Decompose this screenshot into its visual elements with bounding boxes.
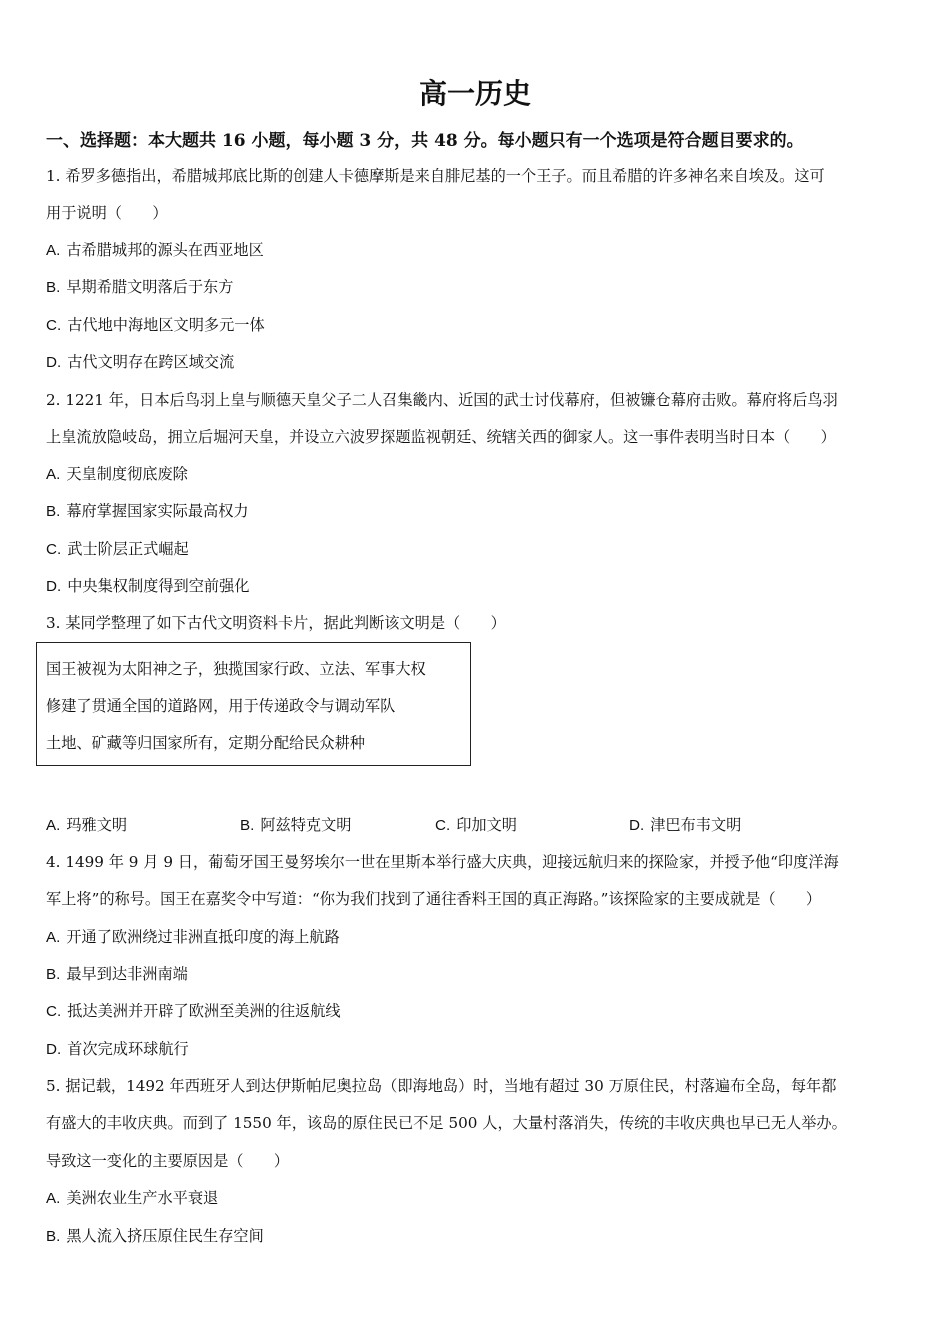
question-1-stem-line-1: 1. 希罗多德指出，希腊城邦底比斯的创建人卡德摩斯是来自腓尼基的一个王子。而且希腊的许多神名来自埃及。这可 <box>46 167 825 185</box>
question-2-option-d <box>46 576 249 597</box>
option-letter: D. <box>46 354 62 371</box>
question-3-option-b <box>240 815 351 836</box>
question-4-stem-line-2: 军上将”的称号。国王在嘉奖令中写道：“你为我们找到了通往香料王国的真正海路。”该探险家的主要成就是（ ） <box>46 890 822 908</box>
option-letter: B. <box>46 966 61 983</box>
option-letter: D. <box>46 1041 62 1058</box>
option-letter: B. <box>46 1228 61 1245</box>
question-4-option-a <box>46 927 340 948</box>
card-line-1: 国王被视为太阳神之子，独揽国家行政、立法、军事大权 <box>46 660 426 678</box>
question-2-option-a <box>46 464 188 485</box>
option-text: 首次完成环球航行 <box>67 1040 189 1058</box>
option-letter: D. <box>46 578 62 595</box>
option-text: 武士阶层正式崛起 <box>67 540 189 558</box>
question-5-option-a <box>46 1188 218 1209</box>
option-text: 抵达美洲并开辟了欧洲至美洲的往返航线 <box>67 1002 341 1020</box>
option-text: 古希腊城邦的源头在西亚地区 <box>66 241 264 259</box>
option-text: 美洲农业生产水平衰退 <box>66 1189 219 1207</box>
option-letter: A. <box>46 242 61 259</box>
question-5-stem-line-1: 5. 据记载，1492 年西班牙人到达伊斯帕尼奥拉岛（即海地岛）时，当地有超过 30 万原住民，村落遍布全岛，每年都 <box>46 1077 837 1095</box>
option-text: 最早到达非洲南端 <box>66 965 188 983</box>
option-letter: C. <box>46 1003 62 1020</box>
option-letter: B. <box>46 503 61 520</box>
option-letter: C. <box>46 317 62 334</box>
option-text: 古代地中海地区文明多元一体 <box>67 316 265 334</box>
question-2-option-c <box>46 539 189 560</box>
question-4-stem-line-1: 4. 1499 年 9 月 9 日，葡萄牙国王曼努埃尔一世在里斯本举行盛大庆典，迎接远航归来的探险家，并授予他“印度洋海 <box>46 853 839 871</box>
option-text: 津巴布韦文明 <box>650 816 742 834</box>
page-title: 高一历史 <box>418 77 531 110</box>
question-2-stem-line-1: 2. 1221 年，日本后鸟羽上皇与顺德天皇父子二人召集畿内、近国的武士讨伐幕府，但被镰仓幕府击败。幕府将后鸟羽 <box>46 391 838 409</box>
option-letter: B. <box>46 279 61 296</box>
option-text: 古代文明存在跨区域交流 <box>67 353 235 371</box>
question-1-option-b <box>46 277 233 298</box>
question-1-option-c <box>46 315 265 336</box>
option-letter: C. <box>46 541 62 558</box>
civilization-info-card <box>36 642 471 766</box>
option-text: 幕府掌握国家实际最高权力 <box>66 502 249 520</box>
option-text: 开通了欧洲绕过非洲直抵印度的海上航路 <box>66 928 340 946</box>
question-3-option-a <box>46 815 127 836</box>
option-letter: A. <box>46 929 61 946</box>
option-text: 印加文明 <box>456 816 517 834</box>
option-text: 玛雅文明 <box>66 816 128 834</box>
question-4-option-c <box>46 1001 341 1022</box>
option-letter: D. <box>629 817 645 834</box>
question-2-stem-line-2: 上皇流放隐岐岛，拥立后堀河天皇，并设立六波罗探题监视朝廷、统辖关西的御家人。这一事件表明当时日本（ ） <box>46 428 836 446</box>
question-3-stem-line-1: 3. 某同学整理了如下古代文明资料卡片，据此判断该文明是（ ） <box>46 614 506 632</box>
section-heading: 一、选择题：本大题共 16 小题，每小题 3 分，共 48 分。每小题只有一个选项是符合题目要求的。 <box>46 131 804 151</box>
option-letter: C. <box>435 817 451 834</box>
option-letter: A. <box>46 466 61 483</box>
option-letter: A. <box>46 1190 61 1207</box>
question-5-stem-line-2: 有盛大的丰收庆典。而到了 1550 年，该岛的原住民已不足 500 人，大量村落消失，传统的丰收庆典也早已无人举办。 <box>46 1114 847 1132</box>
question-1-option-a <box>46 240 264 261</box>
card-line-3: 土地、矿藏等归国家所有，定期分配给民众耕种 <box>46 734 365 752</box>
question-1-stem-line-2: 用于说明（ ） <box>46 204 168 222</box>
question-1-option-d <box>46 352 234 373</box>
question-5-option-b <box>46 1226 264 1247</box>
question-2-option-b <box>46 501 249 522</box>
option-text: 中央集权制度得到空前强化 <box>67 577 250 595</box>
card-line-2: 修建了贯通全国的道路网，用于传递政令与调动军队 <box>46 697 396 715</box>
option-letter: A. <box>46 817 61 834</box>
question-3-option-d <box>629 815 741 836</box>
option-text: 早期希腊文明落后于东方 <box>66 278 234 296</box>
question-4-option-b <box>46 964 188 985</box>
question-3-option-c <box>435 815 517 836</box>
question-4-option-d <box>46 1039 189 1060</box>
question-5-stem-line-3: 导致这一变化的主要原因是（ ） <box>46 1152 289 1170</box>
option-text: 天皇制度彻底废除 <box>66 465 188 483</box>
option-text: 阿兹特克文明 <box>260 816 352 834</box>
option-letter: B. <box>240 817 255 834</box>
option-text: 黑人流入挤压原住民生存空间 <box>66 1227 264 1245</box>
